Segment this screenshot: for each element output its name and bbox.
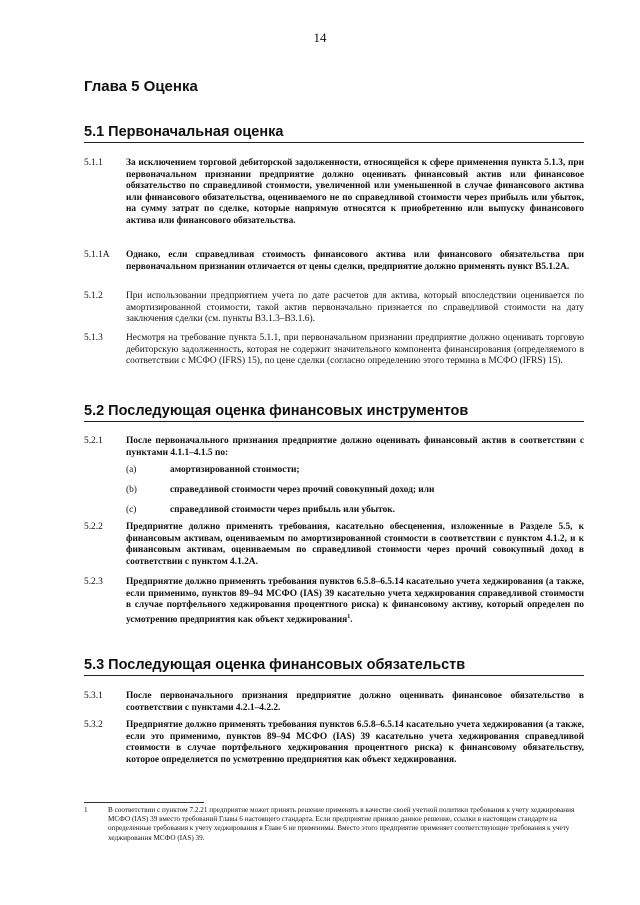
page-number: 14 — [313, 30, 327, 45]
paragraph-number: 5.2.2 — [84, 522, 103, 532]
paragraph-5-2-2 — [84, 522, 584, 568]
paragraph-number: 5.2.3 — [84, 577, 103, 587]
footnote — [84, 806, 584, 843]
paragraph-5-1-1 — [84, 158, 584, 228]
footnote-number: 1 — [84, 806, 88, 814]
list-item-label: (b) — [126, 485, 137, 495]
paragraph-text: После первоначального признания предприятие должно оценивать финансовое обязательство в соответствии с пунктами 4.2.1–4.2.2. — [126, 691, 584, 713]
section-title: 5.2 Последующая оценка финансовых инструментов — [84, 403, 584, 422]
paragraph-5-1-3 — [84, 333, 584, 368]
chapter-title: Глава 5 Оценка — [84, 78, 198, 95]
paragraph-5-3-1 — [84, 691, 584, 714]
section-heading-5-2 — [84, 403, 584, 422]
paragraph-5-2-3 — [84, 577, 584, 627]
footnote-text: В соответствии с пунктом 7.2.21 предприятие может принять решение применять в качестве своей учетной политики требования к учету хеджирования МСФО (IAS) 39 вместо требований Главы 6 настоящего стандарта. Если предприятие приняло данное решение, ссылки в настоящем стандарте на определенные требования к учету хеджирования в Главе 6 не применимы. Вместо этого предприятие применяет соответствующие требования к учету хеджирования МСФО (IAS) 39. — [108, 806, 575, 842]
section-title: 5.3 Последующая оценка финансовых обязательств — [84, 657, 584, 676]
paragraph-number: 5.2.1 — [84, 436, 103, 446]
paragraph-5-1-1a — [84, 250, 584, 273]
paragraph-text: При использовании предприятием учета по дате расчетов для актива, который впоследствии оценивается по амортизированной стоимости, такой актив первоначально признается по справедливой стоимости на дату заключения сделки (см. пункты B3.1.3–B3.1.6). — [126, 291, 584, 325]
paragraph-number: 5.3.2 — [84, 720, 103, 730]
paragraph-text: Предприятие должно применять требования пунктов 6.5.8–6.5.14 касательно учета хеджирования (а также, если это применимо, пунктов 89–94 МСФО (IAS) 39 касательно учета хеджирования справедливой стоимости в случае портфельного хеджирования процентного риска) к финансовому обязательству, которое определяется по усмотрению предприятия как объект хеджирования. — [126, 720, 584, 765]
paragraph-text: Предприятие должно применять требования пунктов 6.5.8–6.5.14 касательно учета хеджирования (а также, если применимо, пунктов 89–94 МСФО (IAS) 39 касательно учета хеджирования справедливой стоимости в случае портфельного хеджирования процентного риска) к финансовому активу, который определен по усмотрению предприятия как объект хеджирования$^1$. — [126, 577, 584, 625]
list-item-c — [126, 505, 586, 517]
paragraph-body: Предприятие должно применять требования пунктов 6.5.8–6.5.14 касательно учета хеджирования (а также, если применимо, пунктов 89–94 МСФО (IAS) 39 касательно учета хеджирования справедливой стоимости в случае портфельного хеджирования процентного риска) к финансовому активу, который определен по усмотрению предприятия как объект хеджирования — [126, 577, 584, 625]
paragraph-text: Несмотря на требование пункта 5.1.1, при первоначальном признании предприятие должно оценивать торговую дебиторскую задолженность, которая не содержит значительного компонента финансирования (определяемого в соответствии с МСФО (IFRS) 15), по цене сделки (согласно определению этого термина в МСФО (IFRS) 15). — [126, 333, 584, 367]
list-item-label: (a) — [126, 465, 137, 475]
paragraph-number: 5.1.3 — [84, 333, 103, 343]
list-item-label: (c) — [126, 505, 137, 515]
paragraph-number: 5.3.1 — [84, 691, 103, 701]
list-item-a — [126, 465, 586, 477]
paragraph-number: 5.1.2 — [84, 291, 103, 301]
list-item-text: справедливой стоимости через прибыль или убыток. — [170, 505, 396, 515]
footnote-divider — [84, 802, 204, 803]
paragraph-text: Предприятие должно применять требования, касательно обесценения, изложенные в Разделе 5.5, к финансовым активам, оцениваемым по амортизированной стоимости в соответствии с пунктом 4.1.2, и к финансовым активам, оцениваемым по справедливой стоимости через прочий совокупный доход в соответствии с пунктом 4.1.2A. — [126, 522, 584, 567]
paragraph-text: После первоначального признания предприятие должно оценивать финансовый актив в соответствии с пунктами 4.1.1–4.1.5 по: — [126, 436, 584, 458]
paragraph-text: Однако, если справедливая стоимость финансового актива или финансового обязательства при первоначальном признании отличается от цены сделки, предприятие должно применять пункт B5.1.2A. — [126, 250, 584, 272]
section-heading-5-3 — [84, 657, 584, 676]
paragraph-5-3-2 — [84, 720, 584, 766]
list-item-text: справедливой стоимости через прочий совокупный доход; или — [170, 485, 435, 495]
paragraph-text: За исключением торговой дебиторской задолженности, относящейся к сфере применения пункта 5.1.3, при первоначальном признании предприятие должно оценивать финансовый актив или финансовое обязательство по справедливой стоимости, увеличенной или уменьшенной в случае финансового актива или финансового обязательства, оцениваемого не по справедливой стоимости через прибыль или убыток, на сумму затрат по сделке, которые напрямую относятся к приобретению или выпуску финансового актива или финансового обязательства. — [126, 158, 584, 226]
paragraph-5-2-1 — [84, 436, 584, 459]
paragraph-number: 5.1.1A — [84, 250, 110, 260]
paragraph-5-1-2 — [84, 291, 584, 326]
list-item-text: амортизированной стоимости; — [170, 465, 300, 475]
footnote-ref: 1 — [347, 613, 351, 620]
paragraph-number: 5.1.1 — [84, 158, 103, 168]
section-heading-5-1 — [84, 124, 584, 143]
section-title: 5.1 Первоначальная оценка — [84, 124, 584, 143]
list-item-b — [126, 485, 586, 497]
